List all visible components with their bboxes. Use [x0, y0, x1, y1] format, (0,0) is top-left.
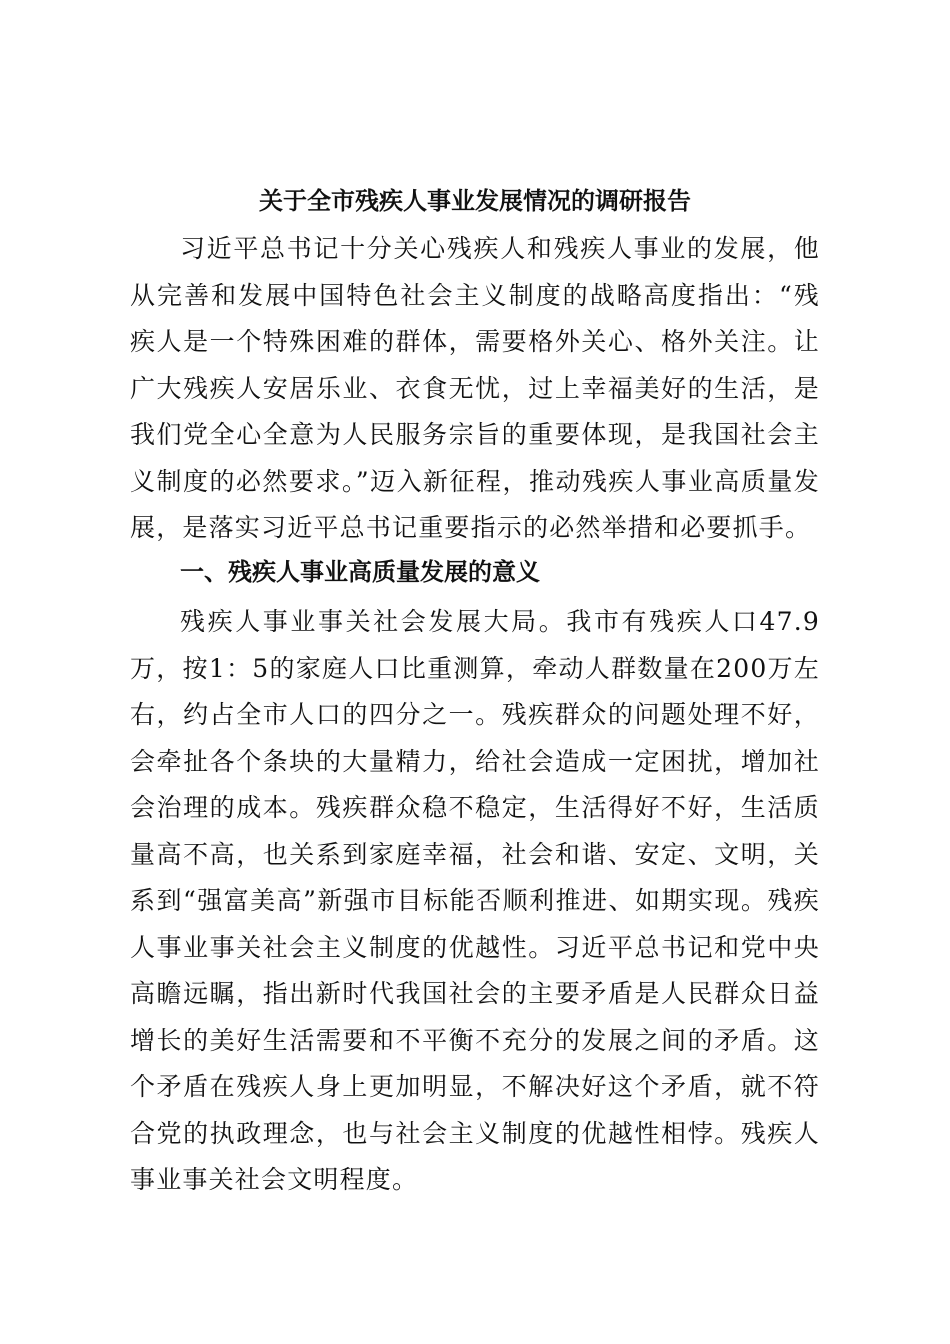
intro-paragraph: 习近平总书记十分关心残疾人和残疾人事业的发展，他从完善和发展中国特色社会主义制度的战略高度指出：“残疾人是一个特殊困难的群体，需要格外关心、格外关注。让广大残疾人安居乐业、衣食无忧，过上幸福美好的生活，是我们党全心全意为人民服务宗旨的重要体现，是我国社会主义制度的必然要求。”迈入新征程，推动残疾人事业高质量发展，是落实习近平总书记重要指示的必然举措和必要抓手。: [130, 234, 820, 542]
section-heading: 一、残疾人事业高质量发展的意义: [180, 558, 540, 586]
document-title: 关于全市残疾人事业发展情况的调研报告: [259, 186, 691, 215]
section-paragraph: 残疾人事业事关社会发展大局。我市有残疾人口47.9万，按1：5的家庭人口比重测算，牵动人群数量在200万左右，约占全市人口的四分之一。残疾群众的问题处理不好，会牵扯各个条块的大量精力，给社会造成一定困扰，增加社会治理的成本。残疾群众稳不稳定，生活得好不好，生活质量高不高，也关系到家庭幸福，社会和谐、安定、文明，关系到“强富美高”新强市目标能否顺利推进、如期实现。残疾人事业事关社会主义制度的优越性。习近平总书记和党中央高瞻远瞩，指出新时代我国社会的主要矛盾是人民群众日益增长的美好生活需要和不平衡不充分的发展之间的矛盾。这个矛盾在残疾人身上更加明显，不解决好这个矛盾，就不符合党的执政理念，也与社会主义制度的优越性相悖。残疾人事业事关社会文明程度。: [130, 607, 820, 1194]
